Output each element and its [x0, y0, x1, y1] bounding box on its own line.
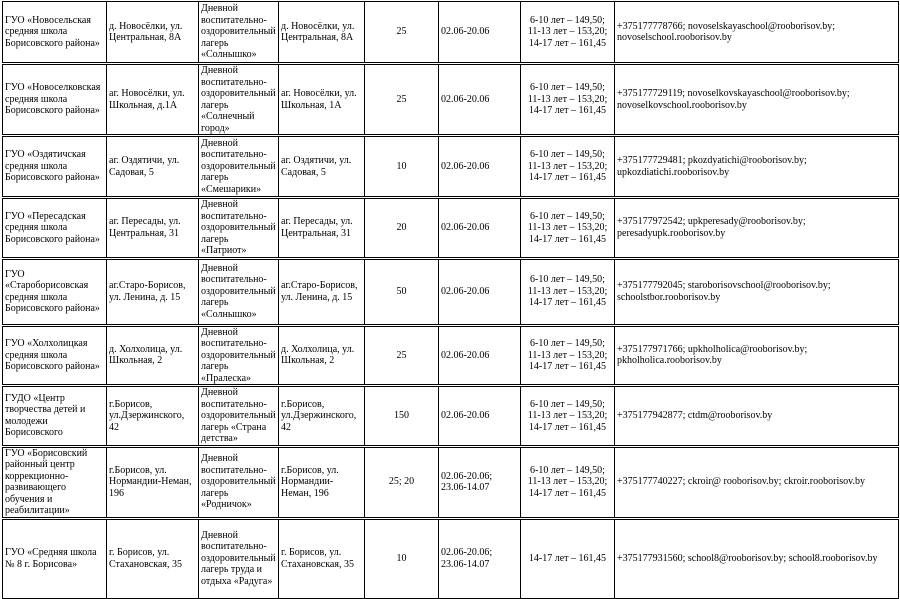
camp-address-cell: аг. Оздятичи, ул. Садовая, 5: [279, 136, 365, 198]
address-cell: д. Холхолица, ул. Школьная, 2: [107, 325, 199, 386]
camp-address-cell: аг. Новосёлки, ул. Школьная, 1А: [279, 64, 365, 136]
address-cell: г. Борисов, ул. Стахановская, 35: [107, 518, 199, 598]
cost-cell: 6-10 лет – 149,50; 11-13 лет – 153,20; 14-17 лет – 161,45: [521, 64, 615, 136]
cost-cell: 14-17 лет – 161,45: [521, 518, 615, 598]
cost-cell: 6-10 лет – 149,50; 11-13 лет – 153,20; 14-17 лет – 161,45: [521, 258, 615, 325]
institution-cell: ГУО «Пересадская средняя школа Борисовского района»: [3, 198, 107, 259]
table-row: [3, 64, 899, 136]
institution-cell: ГУО «Средняя школа № 8 г. Борисова»: [3, 518, 107, 598]
contacts-cell: +375177931560; school8@rooborisov.by; school8.rooborisov.by: [615, 518, 899, 598]
address-cell: аг. Новосёлки, ул. Школьная, д.1А: [107, 64, 199, 136]
contacts-cell: +375177778766; novoselskayaschool@rooborisov.by; novoselschool.rooborisov.by: [615, 2, 899, 64]
contacts-cell: +375177942877; ctdm@rooborisov.by: [615, 386, 899, 447]
contacts-cell: +375177729119; novoselkovskayaschool@rooborisov.by; novoselkovschool.rooborisov.by: [615, 64, 899, 136]
cost-cell: 6-10 лет – 149,50; 11-13 лет – 153,20; 14-17 лет – 161,45: [521, 2, 615, 64]
institution-cell: ГУО «Новосельская средняя школа Борисовского района»: [3, 2, 107, 64]
institution-cell: ГУО «Борисовский районный центр коррекционно-развивающего обучения и реабилитации»: [3, 446, 107, 518]
contacts-cell: +375177972542; upkperesady@rooborisov.by; peresadyupk.rooborisov.by: [615, 198, 899, 259]
camp-address-cell: д. Холхолица, ул. Школьная, 2: [279, 325, 365, 386]
institution-cell: ГУО «Староборисовская средняя школа Борисовского района»: [3, 258, 107, 325]
dates-cell: 02.06-20.06: [439, 2, 521, 64]
table-row: [3, 198, 899, 259]
camp-address-cell: г. Борисов, ул. Стахановская, 35: [279, 518, 365, 598]
dates-cell: 02.06-20.06: [439, 258, 521, 325]
contacts-cell: +375177792045; staroborisovschool@rooborisov.by; schoolstbor.rooborisov.by: [615, 258, 899, 325]
dates-cell: 02.06-20.06: [439, 325, 521, 386]
cost-cell: 6-10 лет – 149,50; 11-13 лет – 153,20; 14-17 лет – 161,45: [521, 386, 615, 447]
institution-cell: ГУО «Оздятичская средняя школа Борисовского района»: [3, 136, 107, 198]
document-table-region: [2, 1, 898, 599]
camp-name-cell: Дневной воспитательно-оздоровительный лагерь «Солнечный город»: [199, 64, 279, 136]
capacity-cell: 10: [365, 136, 439, 198]
contacts-cell: +375177729481; pkozdyatichi@rooborisov.by; upkozdiatichi.rooborisov.by: [615, 136, 899, 198]
capacity-cell: 20: [365, 198, 439, 259]
camp-address-cell: аг. Пересады, ул. Центральная, 31: [279, 198, 365, 259]
table-row: [3, 518, 899, 598]
table-row: [3, 446, 899, 518]
cost-cell: 6-10 лет – 149,50; 11-13 лет – 153,20; 14-17 лет – 161,45: [521, 198, 615, 259]
table-row: [3, 386, 899, 447]
cost-cell: 6-10 лет – 149,50; 11-13 лет – 153,20; 14-17 лет – 161,45: [521, 446, 615, 518]
dates-cell: 02.06-20.06; 23.06-14.07: [439, 446, 521, 518]
camp-name-cell: Дневной воспитательно-оздоровительный лагерь труда и отдыха «Радуга»: [199, 518, 279, 598]
capacity-cell: 10: [365, 518, 439, 598]
camps-table: [2, 1, 899, 599]
camp-address-cell: аг.Старо-Борисов, ул. Ленина, д. 15: [279, 258, 365, 325]
table-row: [3, 325, 899, 386]
dates-cell: 02.06-20.06: [439, 386, 521, 447]
cost-cell: 6-10 лет – 149,50; 11-13 лет – 153,20; 14-17 лет – 161,45: [521, 136, 615, 198]
camp-name-cell: Дневной воспитательно-оздоровительный лагерь «Патриот»: [199, 198, 279, 259]
camp-name-cell: Дневной воспитательно-оздоровительный лагерь «Солнышко»: [199, 2, 279, 64]
cost-cell: 6-10 лет – 149,50; 11-13 лет – 153,20; 14-17 лет – 161,45: [521, 325, 615, 386]
camp-name-cell: Дневной воспитательно-оздоровительный лагерь «Солнышко»: [199, 258, 279, 325]
table-row: [3, 136, 899, 198]
capacity-cell: 25: [365, 2, 439, 64]
address-cell: г.Борисов, ул. Нормандии-Неман, 196: [107, 446, 199, 518]
dates-cell: 02.06-20.06: [439, 136, 521, 198]
contacts-cell: +375177971766; upkholholica@rooborisov.by; pkholholica.rooborisov.by: [615, 325, 899, 386]
capacity-cell: 50: [365, 258, 439, 325]
camp-name-cell: Дневной воспитательно-оздоровительный лагерь «Страна детства»: [199, 386, 279, 447]
camp-address-cell: г.Борисов, ул.Дзержинского, 42: [279, 386, 365, 447]
dates-cell: 02.06-20.06; 23.06-14.07: [439, 518, 521, 598]
camp-name-cell: Дневной воспитательно-оздоровительный лагерь «Смешарики»: [199, 136, 279, 198]
camp-address-cell: д. Новосёлки, ул. Центральная, 8А: [279, 2, 365, 64]
capacity-cell: 150: [365, 386, 439, 447]
address-cell: аг.Старо-Борисов, ул. Ленина, д. 15: [107, 258, 199, 325]
table-row: [3, 258, 899, 325]
dates-cell: 02.06-20.06: [439, 64, 521, 136]
camp-address-cell: г.Борисов, ул. Нормандии-Неман, 196: [279, 446, 365, 518]
address-cell: д. Новосёлки, ул. Центральная, 8А: [107, 2, 199, 64]
institution-cell: ГУО «Новоселковская средняя школа Борисовского района»: [3, 64, 107, 136]
camp-name-cell: Дневной воспитательно-оздоровительный лагерь «Родничок»: [199, 446, 279, 518]
address-cell: аг. Пересады, ул. Центральная, 31: [107, 198, 199, 259]
institution-cell: ГУО «Холхолицкая средняя школа Борисовского района»: [3, 325, 107, 386]
address-cell: г.Борисов, ул.Дзержинского, 42: [107, 386, 199, 447]
institution-cell: ГУДО «Центр творчества детей и молодежи Борисовского: [3, 386, 107, 447]
capacity-cell: 25: [365, 64, 439, 136]
capacity-cell: 25: [365, 325, 439, 386]
camp-name-cell: Дневной воспитательно-оздоровительный лагерь «Пралеска»: [199, 325, 279, 386]
table-row: [3, 2, 899, 64]
address-cell: аг. Оздятичи, ул. Садовая, 5: [107, 136, 199, 198]
contacts-cell: +375177740227; ckroir@ rooborisov.by; ckroir.rooborisov.by: [615, 446, 899, 518]
capacity-cell: 25; 20: [365, 446, 439, 518]
dates-cell: 02.06-20.06: [439, 198, 521, 259]
